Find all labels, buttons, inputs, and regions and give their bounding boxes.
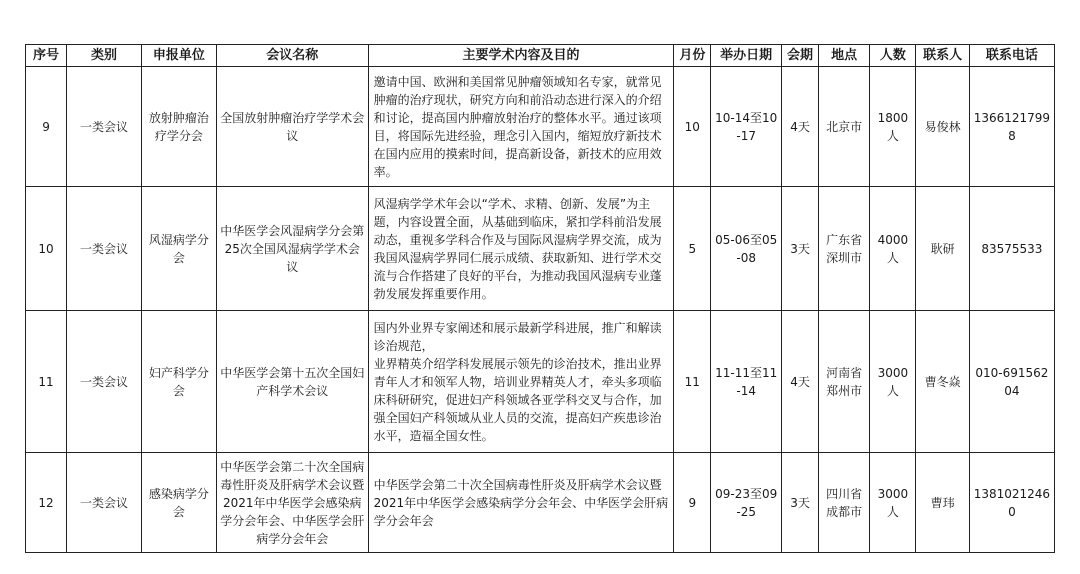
cell-contact: 曹冬焱	[916, 311, 969, 453]
cell-duration: 3天	[782, 187, 819, 311]
cell-attendees: 3000人	[870, 453, 916, 553]
cell-name: 中华医学会第十五次全国妇产科学术会议	[216, 311, 368, 453]
header-month: 月份	[674, 45, 711, 67]
cell-unit: 放射肿瘤治疗学分会	[141, 67, 216, 187]
cell-contact: 耿研	[916, 187, 969, 311]
cell-phone: 83575533	[969, 187, 1054, 311]
cell-dates: 11-11至11-14	[711, 311, 782, 453]
cell-location: 四川省成都市	[818, 453, 869, 553]
cell-dates: 10-14至10-17	[711, 67, 782, 187]
header-no: 序号	[26, 45, 67, 67]
cell-category: 一类会议	[67, 187, 142, 311]
cell-phone: 13810212460	[969, 453, 1054, 553]
cell-content: 国内外业界专家阐述和展示最新学科进展，推广和解读诊治规范， 业界精英介绍学科发展展示领先的诊治技术，推出业界青年人才和领军人物，培训业界精英人才，牵头多项临床科研研究，促进妇产科领域各亚学科交叉与合作，加强全国妇产科领域从业人员的交流，提高妇产疾患诊治水平，造福全国女性。	[368, 311, 674, 453]
cell-attendees: 1800人	[870, 67, 916, 187]
cell-phone: 010-69156204	[969, 311, 1054, 453]
cell-phone: 13661217998	[969, 67, 1054, 187]
header-duration: 会期	[782, 45, 819, 67]
cell-month: 11	[674, 311, 711, 453]
header-category: 类别	[67, 45, 142, 67]
cell-contact: 易俊林	[916, 67, 969, 187]
header-contact: 联系人	[916, 45, 969, 67]
table-row	[26, 67, 1055, 187]
table-row	[26, 187, 1055, 311]
header-row	[26, 45, 1055, 67]
cell-duration: 4天	[782, 311, 819, 453]
cell-location: 北京市	[818, 67, 869, 187]
header-attendees: 人数	[870, 45, 916, 67]
header-dates: 举办日期	[711, 45, 782, 67]
cell-dates: 05-06至05-08	[711, 187, 782, 311]
header-phone: 联系电话	[969, 45, 1054, 67]
cell-dates: 09-23至09-25	[711, 453, 782, 553]
cell-name: 中华医学会第二十次全国病毒性肝炎及肝病学术会议暨2021年中华医学会感染病学分会年会、中华医学会肝病学分会年会	[216, 453, 368, 553]
cell-content: 中华医学会第二十次全国病毒性肝炎及肝病学术会议暨2021年中华医学会感染病学分会年会、中华医学会肝病学分会年会	[368, 453, 674, 553]
cell-attendees: 3000人	[870, 311, 916, 453]
cell-unit: 风湿病学分会	[141, 187, 216, 311]
cell-no: 9	[26, 67, 67, 187]
table-row	[26, 311, 1055, 453]
cell-no: 11	[26, 311, 67, 453]
header-unit: 申报单位	[141, 45, 216, 67]
cell-category: 一类会议	[67, 67, 142, 187]
cell-location: 广东省深圳市	[818, 187, 869, 311]
cell-category: 一类会议	[67, 311, 142, 453]
cell-duration: 3天	[782, 453, 819, 553]
cell-location: 河南省郑州市	[818, 311, 869, 453]
cell-name: 全国放射肿瘤治疗学学术会议	[216, 67, 368, 187]
conference-table-container	[25, 44, 1055, 553]
cell-month: 5	[674, 187, 711, 311]
cell-duration: 4天	[782, 67, 819, 187]
cell-content: 风湿病学学术年会以“学术、求精、创新、发展”为主题，内容设置全面，从基础到临床，紧扣学科前沿发展动态，重视多学科合作及与国际风湿病学界交流，成为我国风湿病学界同仁展示成绩、获取新知、进行学术交流与合作搭建了良好的平台，为推动我国风湿病专业蓬勃发展发挥重要作用。	[368, 187, 674, 311]
cell-contact: 曹玮	[916, 453, 969, 553]
cell-name: 中华医学会风湿病学分会第25次全国风湿病学学术会议	[216, 187, 368, 311]
header-location: 地点	[818, 45, 869, 67]
cell-category: 一类会议	[67, 453, 142, 553]
cell-attendees: 4000人	[870, 187, 916, 311]
cell-month: 10	[674, 67, 711, 187]
table-row	[26, 453, 1055, 553]
cell-no: 10	[26, 187, 67, 311]
cell-content: 邀请中国、欧洲和美国常见肿瘤领域知名专家，就常见肿瘤的治疗现状，研究方向和前沿动态进行深入的介绍和讨论，提高国内肿瘤放射治疗的整体水平。通过该项目，将国际先进经验，理念引入国内，缩短放疗新技术在国内应用的摸索时间，提高新设备，新技术的应用效率。	[368, 67, 674, 187]
conference-table	[25, 44, 1055, 553]
cell-unit: 妇产科学分会	[141, 311, 216, 453]
cell-no: 12	[26, 453, 67, 553]
cell-month: 9	[674, 453, 711, 553]
cell-unit: 感染病学分会	[141, 453, 216, 553]
header-name: 会议名称	[216, 45, 368, 67]
header-content: 主要学术内容及目的	[368, 45, 674, 67]
